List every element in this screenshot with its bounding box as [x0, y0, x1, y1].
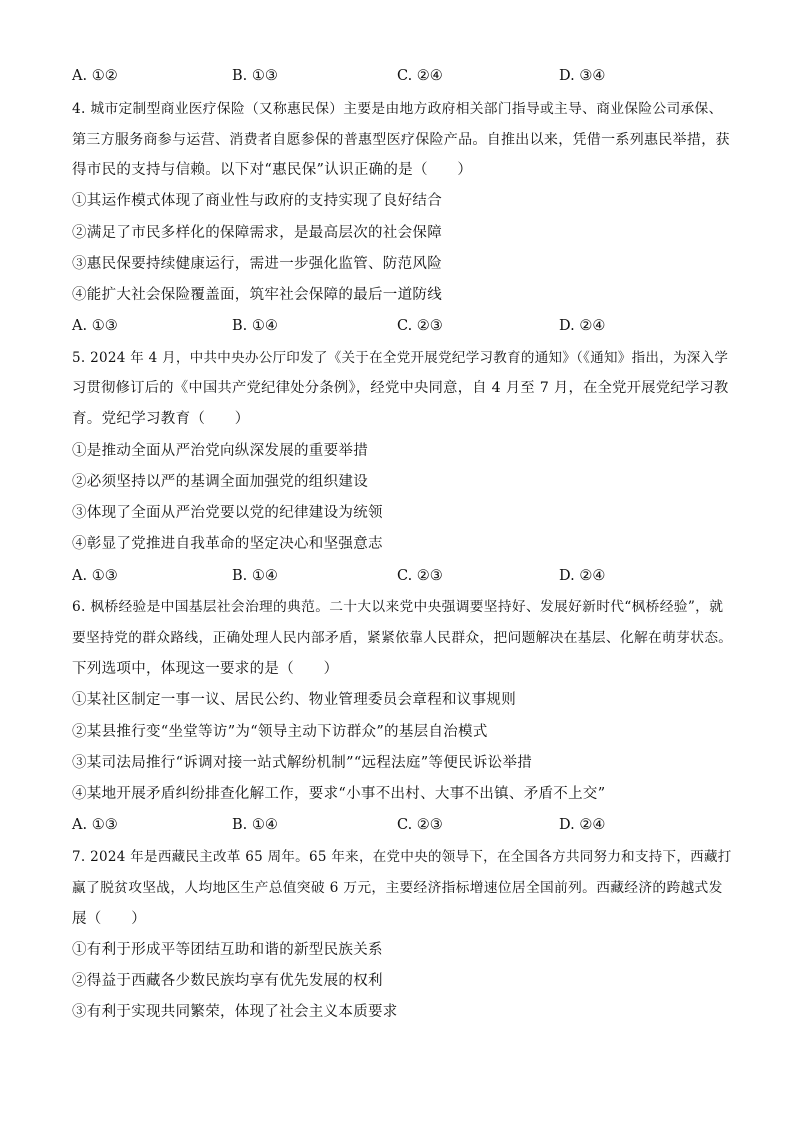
q3-option-a: A. ①② [72, 68, 118, 84]
q7-stem-line-1: 7. 2024 年是西藏民主改革 65 周年。65 年来，在党中央的领导下，在全国各方共同努力和支持下，西藏打 [72, 849, 732, 865]
q3-option-c: C. ②④ [397, 68, 443, 84]
q6-item-4: ④某地开展矛盾纠纷排查化解工作，要求“小事不出村、大事不出镇、矛盾不上交” [72, 786, 606, 802]
q5-stem-line-1: 5. 2024 年 4 月，中共中央办公厅印发了《关于在全党开展党纪学习教育的通知》（《通知》指出，为深入学 [72, 350, 729, 366]
q4-item-2: ②满足了市民多样化的保障需求，是最高层次的社会保障 [72, 225, 442, 241]
q5-item-1: ①是推动全面从严治党向纵深发展的重要举措 [72, 443, 368, 459]
q5-item-4: ④彰显了党推进自我革命的坚定决心和坚强意志 [72, 536, 383, 552]
q5-option-c: C. ②③ [397, 568, 443, 584]
q6-option-b: B. ①④ [232, 817, 278, 833]
q5-option-a: A. ①③ [72, 568, 118, 584]
q7-item-2: ②得益于西藏各少数民族均享有优先发展的权利 [72, 973, 383, 989]
q6-item-1: ①某社区制定一事一议、居民公约、物业管理委员会章程和议事规则 [72, 692, 516, 708]
q5-options [72, 566, 732, 586]
q4-stem-line-2: 第三方服务商参与运营、消费者自愿参保的普惠型医疗保险产品。自推出以来，凭借一系列惠民举措，获 [72, 132, 730, 148]
q5-stem-line-3: 育。党纪学习教育（ ） [72, 411, 250, 427]
q4-option-a: A. ①③ [72, 318, 118, 334]
q4-option-b: B. ①④ [232, 318, 278, 334]
q3-option-d: D. ③④ [559, 68, 606, 84]
q3-options [72, 66, 732, 86]
q3-option-b: B. ①③ [232, 68, 278, 84]
q4-item-3: ③惠民保要持续健康运行，需进一步强化监管、防范风险 [72, 256, 442, 272]
q6-item-3: ③某司法局推行“诉调对接一站式解纷机制”“远程法庭”等便民诉讼举措 [72, 755, 533, 771]
q6-item-2: ②某县推行变“坐堂等访”为“领导主动下访群众”的基层自治模式 [72, 724, 488, 740]
q5-item-3: ③体现了全面从严治党要以党的纪律建设为统领 [72, 505, 383, 521]
q6-stem-line-1: 6. 枫桥经验是中国基层社会治理的典范。二十大以来党中央强调要坚持好、发展好新时代“枫桥经验”，就 [72, 599, 724, 615]
q6-option-c: C. ②③ [397, 817, 443, 833]
q5-item-2: ②必须坚持以严的基调全面加强党的组织建设 [72, 474, 368, 490]
q6-option-a: A. ①③ [72, 817, 118, 833]
q6-options [72, 815, 732, 835]
q7-stem-line-2: 赢了脱贫攻坚战，人均地区生产总值突破 6 万元，主要经济指标增速位居全国前列。西藏经济的跨越式发 [72, 880, 723, 896]
q5-stem-line-2: 习贯彻修订后的《中国共产党纪律处分条例》，经党中央同意，自 4 月至 7 月，在全党开展党纪学习教 [72, 380, 729, 396]
q6-stem-line-3: 下列选项中，体现这一要求的是（ ） [72, 661, 339, 677]
q5-option-d: D. ②④ [559, 568, 606, 584]
q4-stem-line-3: 得市民的支持与信赖。以下对“惠民保”认识正确的是（ ） [72, 162, 473, 178]
q7-stem-line-3: 展（ ） [72, 911, 146, 927]
q4-option-c: C. ②③ [397, 318, 443, 334]
q7-item-3: ③有利于实现共同繁荣，体现了社会主义本质要求 [72, 1004, 398, 1020]
q4-options [72, 316, 732, 336]
q4-item-4: ④能扩大社会保险覆盖面，筑牢社会保障的最后一道防线 [72, 287, 442, 303]
q5-option-b: B. ①④ [232, 568, 278, 584]
q4-option-d: D. ②④ [559, 318, 606, 334]
q7-item-1: ①有利于形成平等团结互助和谐的新型民族关系 [72, 942, 383, 958]
q6-option-d: D. ②④ [559, 817, 606, 833]
q6-stem-line-2: 要坚持党的群众路线，正确处理人民内部矛盾，紧紧依靠人民群众，把问题解决在基层、化解在萌芽状态。 [72, 630, 733, 646]
q4-item-1: ①其运作模式体现了商业性与政府的支持实现了良好结合 [72, 193, 442, 209]
q4-stem-line-1: 4. 城市定制型商业医疗保险（又称惠民保）主要是由地方政府相关部门指导或主导、商业保险公司承保、 [72, 101, 723, 117]
